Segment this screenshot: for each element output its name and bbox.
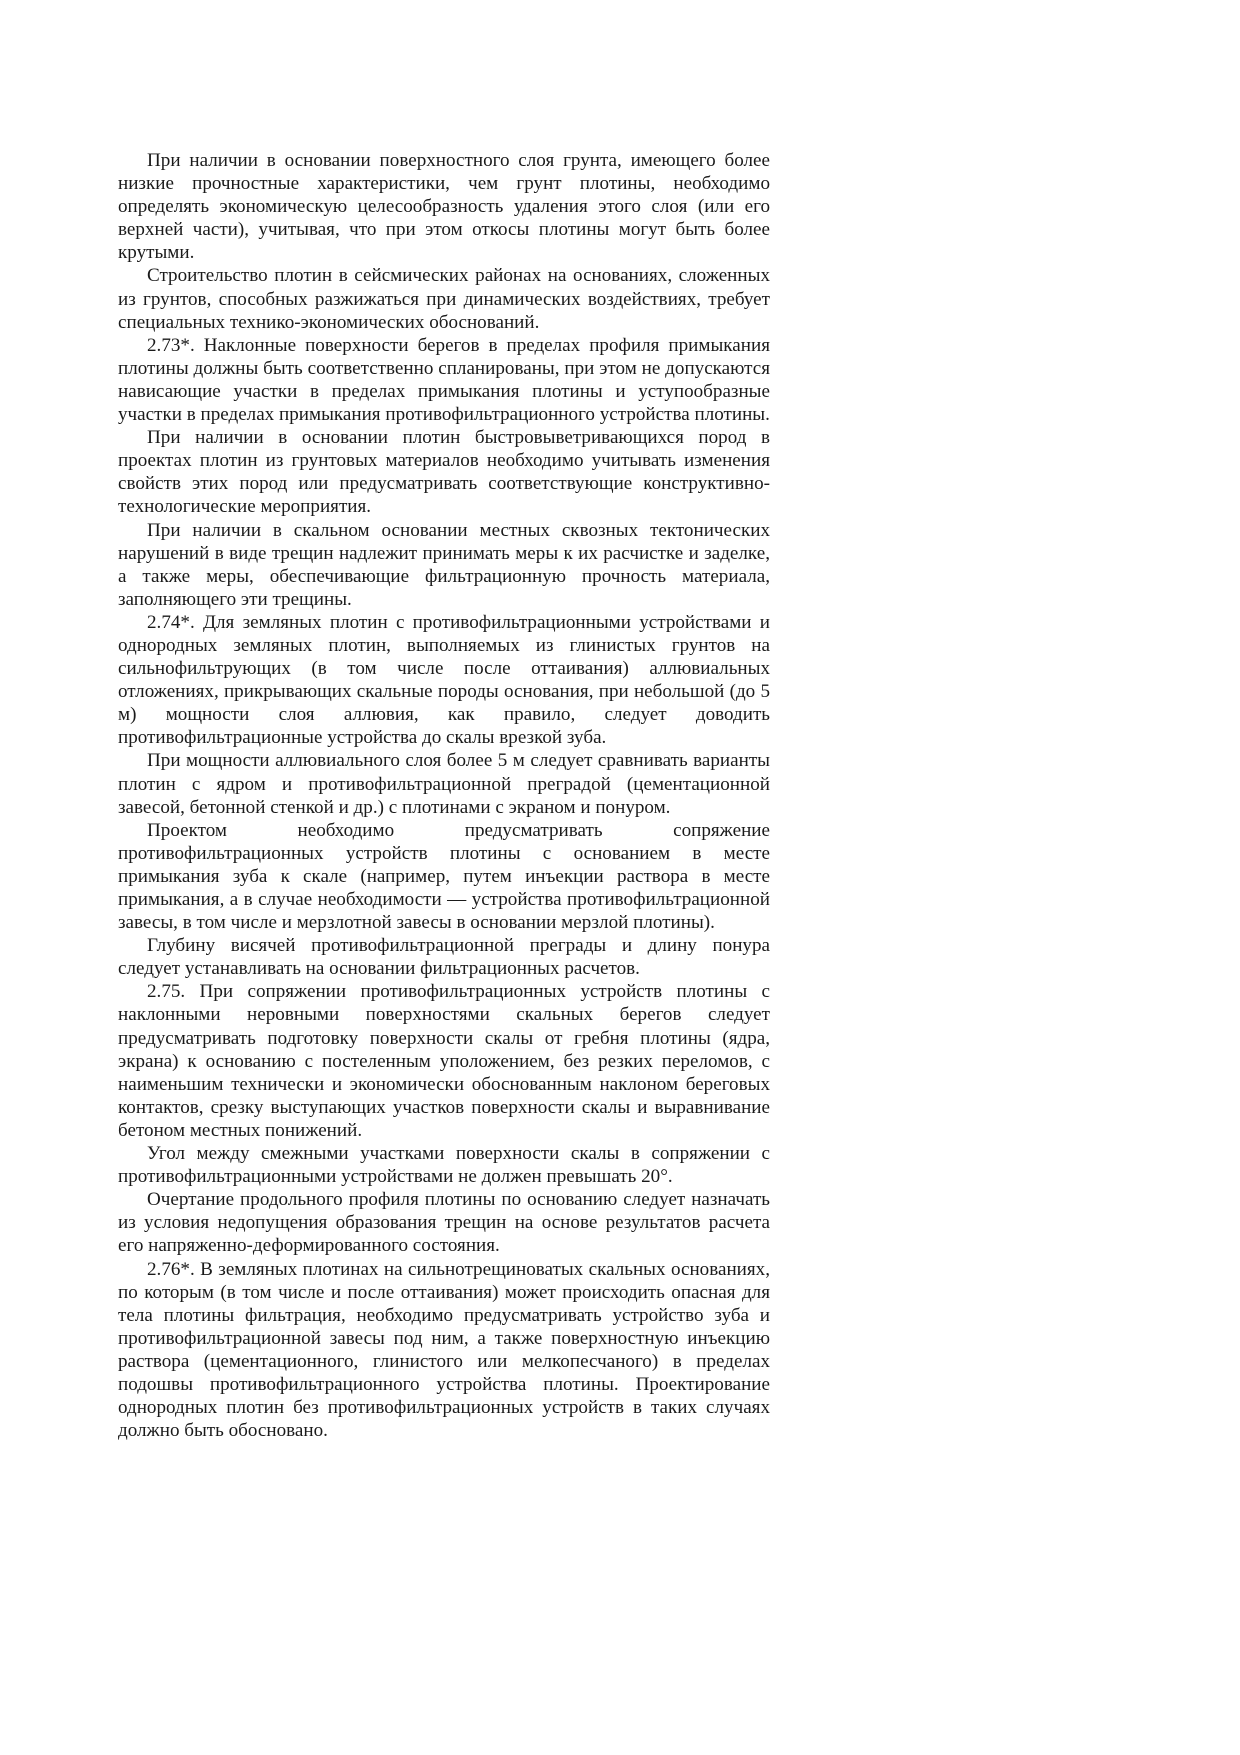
paragraph-angle-limit: Угол между смежными участками поверхности скалы в сопряжении с противофильтрационными устройствами не должен превышать 20°. xyxy=(118,1143,770,1188)
paragraph-tectonic-faults: При наличии в скальном основании местных сквозных тектонических нарушений в виде трещин надлежит принимать меры к их расчистке и заделке, а также меры, обеспечивающие фильтрационную прочность материала, заполняющего эти трещины. xyxy=(118,519,770,610)
paragraph-weathering-rocks: При наличии в основании плотин быстровыветривающихся пород в проектах плотин из грунтовых материалов необходимо учитывать изменения свойств этих пород или предусматривать соответствующие конструктивно-технологические мероприятия. xyxy=(118,427,770,518)
paragraph-seismic-regions: Строительство плотин в сейсмических районах на основаниях, сложенных из грунтов, способных разжижаться при динамических воздействиях, требует специальных технико-экономических обоснований. xyxy=(118,265,770,333)
paragraph-project-interface: Проектом необходимо предусматривать сопряжение противофильтрационных устройств плотины с основанием в месте примыкания зуба к скале (например, путем инъекции раствора в месте примыкания, а в случае необходимости — устройства противофильтрационной завесы, в том числе и мерзлотной завесы в основании мерзлой плотины). xyxy=(118,819,770,934)
paragraph-2-73: 2.73*. Наклонные поверхности берегов в пределах профиля примыкания плотины должны быть соответственно спланированы, при этом не допускаются нависающие участки в пределах примыкания плотины и уступообразные участки в пределах примыкания противофильтрационного устройства плотины. xyxy=(118,334,770,426)
paragraph-alluvial-layer: При мощности аллювиального слоя более 5 м следует сравнивать варианты плотин с ядром и противофильтрационной преградой (цементационной завесой, бетонной стенкой и др.) с плотинами с экраном и понуром. xyxy=(118,750,770,818)
paragraph-barrier-depth: Глубину висячей противофильтрационной преграды и длину понура следует устанавливать на основании фильтрационных расчетов. xyxy=(118,935,770,980)
body-text xyxy=(118,149,770,1442)
paragraph-2-76: 2.76*. В земляных плотинах на сильнотрещиноватых скальных основаниях, по которым (в том числе и после оттаивания) может происходить опасная для тела плотины фильтрация, необходимо предусматривать устройство зуба и противофильтрационной завесы под ним, а также поверхностную инъекцию раствора (цементационного, глинистого или мелкопесчаного) в пределах подошвы противофильтрационного устройства плотины. Проектирование однородных плотин без противофильтрационных устройств в таких случаях должно быть обосновано. xyxy=(118,1258,770,1442)
paragraph-2-74: 2.74*. Для земляных плотин с противофильтрационными устройствами и однородных земляных плотин, выполняемых из глинистых грунтов на сильнофильтрующих (в том числе после оттаивания) аллювиальных отложениях, прикрывающих скальные породы основания, при небольшой (до 5 м) мощности слоя аллювия, как правило, следует доводить противофильтрационные устройства до скалы врезкой зуба. xyxy=(118,611,770,749)
paragraph-surface-layer: При наличии в основании поверхностного слоя грунта, имеющего более низкие прочностные характеристики, чем грунт плотины, необходимо определять экономическую целесообразность удаления этого слоя (или его верхней части), учитывая, что при этом откосы плотины могут быть более крутыми. xyxy=(118,150,770,264)
paragraph-2-75: 2.75. При сопряжении противофильтрационных устройств плотины с наклонными неровными поверхностями скальных берегов следует предусматривать подготовку поверхности скалы от гребня плотины (ядра, экрана) к основанию с постеленным уположением, без резких переломов, с наименьшим технически и экономически обоснованным наклоном береговых контактов, срезку выступающих участков поверхности скалы и выравнивание бетоном местных понижений. xyxy=(118,981,770,1141)
paragraph-longitudinal-profile: Очертание продольного профиля плотины по основанию следует назначать из условия недопущения образования трещин на основе результатов расчета его напряженно-деформированного состояния. xyxy=(118,1189,770,1257)
